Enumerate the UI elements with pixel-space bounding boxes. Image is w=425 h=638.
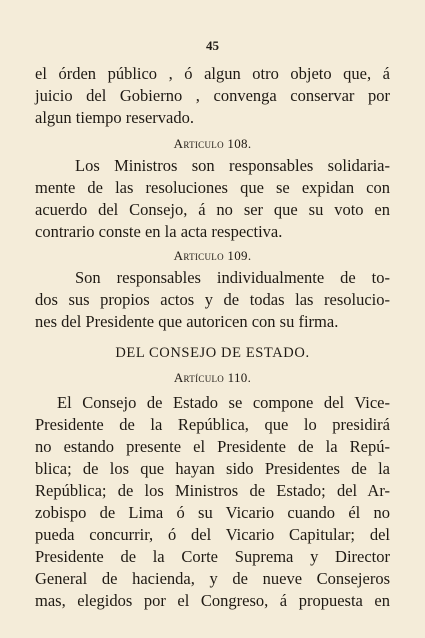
text-line: acuerdo del Consejo, á no ser que su voto en [35,200,390,219]
article-109-heading: Articulo 109. [173,248,252,263]
text-line: no estando presente el Presidente de la Repú- [35,437,390,456]
article-108-heading: Articulo 108. [173,136,252,151]
text-line: algun tiempo reservado. [35,108,194,127]
text-line: Son responsables individualmente de to- [75,268,390,287]
section-title: DEL CONSEJO DE ESTADO. [115,345,310,361]
text-line: pueda concurrir, ó del Vicario Capitular; del [35,525,390,544]
text-line: dos sus propios actos y de todas las resolucio- [35,290,390,309]
article-110-heading: Artículo 110. [173,370,252,385]
text-line: juicio del Gobierno , convenga conservar por [35,86,390,105]
text-line: contrario conste en la acta respectiva. [35,222,283,241]
page-number: 45 [206,38,219,53]
text-line: zobispo de Lima ó su Vicario cuando él no [35,503,390,522]
text-line: mente de las resoluciones que se expidan con [35,178,390,197]
text-line: General de hacienda, y de nueve Consejeros [35,569,390,588]
text-line: blica; de los que hayan sido Presidentes de la [35,459,390,478]
text-line: El Consejo de Estado se compone del Vice- [57,393,390,412]
text-line: Presidente de la Corte Suprema y Director [35,547,390,566]
text-line: nes del Presidente que autoricen con su firma. [35,312,339,331]
text-line: Los Ministros son responsables solidaria- [75,156,390,175]
text-line: el órden público , ó algun otro objeto que, á [35,64,390,83]
text-line: mas, elegidos por el Congreso, á propuesta en [35,591,390,610]
text-line: Presidente de la República, que lo presidirá [35,415,390,434]
text-line: República; de los Ministros de Estado; del Ar- [35,481,390,500]
